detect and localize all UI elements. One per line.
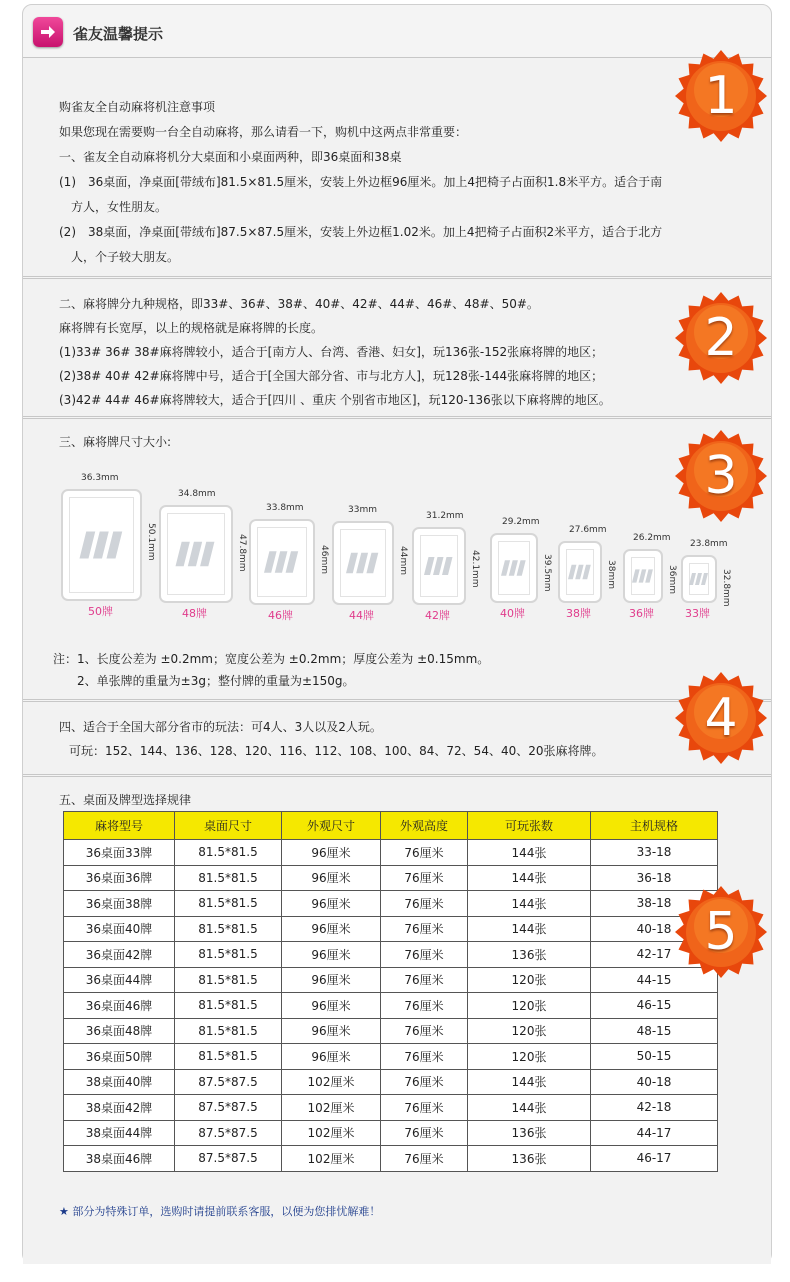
table-header-cell: 可玩张数 xyxy=(468,812,591,840)
tile-logo-icon xyxy=(689,569,709,589)
tile-height-label: 50.1mm xyxy=(146,523,156,561)
table-cell: 36桌面33牌 xyxy=(64,840,175,866)
badge-2 xyxy=(674,291,768,385)
tile-size-label: 36牌 xyxy=(629,607,654,620)
mahjong-tile xyxy=(412,527,466,605)
section1-line: (1) 36桌面，净桌面[带绒布]81.5×81.5厘米，安装上外边框96厘米。加上4把椅子占面积1.8米平方。适合于南 xyxy=(59,175,663,189)
table-cell: 76厘米 xyxy=(381,942,468,968)
table-cell: 81.5*81.5 xyxy=(175,1018,282,1044)
mahjong-tile xyxy=(249,519,315,605)
table-row xyxy=(64,840,718,866)
table-cell: 36桌面46牌 xyxy=(64,993,175,1019)
table-cell: 50-15 xyxy=(591,1044,718,1070)
table-cell: 96厘米 xyxy=(282,865,381,891)
table-cell: 48-15 xyxy=(591,1018,718,1044)
tile-width-label: 26.2mm xyxy=(633,533,671,543)
table-row xyxy=(64,865,718,891)
tile-width-label: 29.2mm xyxy=(502,517,540,527)
table-cell: 87.5*87.5 xyxy=(175,1120,282,1146)
badge-5 xyxy=(674,885,768,979)
tile-width-label: 31.2mm xyxy=(426,511,464,521)
badge-number: 3 xyxy=(704,446,738,506)
section1-line: 如果您现在需要购一台全自动麻将，那么请看一下，购机中这两点非常重要： xyxy=(59,125,468,139)
tile-size-label: 44牌 xyxy=(349,609,374,622)
table-cell: 42-17 xyxy=(591,942,718,968)
mahjong-tile xyxy=(681,555,717,603)
weight-note: 2、单张牌的重量为±3g；整付牌的重量为±150g。 xyxy=(77,674,355,688)
tile-size-label: 38牌 xyxy=(566,607,591,620)
table-cell: 120张 xyxy=(468,1044,591,1070)
table-row xyxy=(64,1069,718,1095)
section1-line: 方人，女性朋友。 xyxy=(59,200,168,214)
tile-logo-icon xyxy=(632,565,654,587)
section4-line: 可玩：152、144、136、128、120、116、112、108、100、84、72、54、40、20张麻将牌。 xyxy=(69,744,604,758)
star-icon: ★ xyxy=(59,1205,69,1218)
mahjong-tile xyxy=(332,521,394,605)
section1-line: 人，个子较大朋友。 xyxy=(59,250,180,264)
table-cell: 46-15 xyxy=(591,993,718,1019)
table-cell: 87.5*87.5 xyxy=(175,1146,282,1172)
table-cell: 120张 xyxy=(468,1018,591,1044)
table-row xyxy=(64,1095,718,1121)
arrow-right-icon xyxy=(33,17,63,47)
tile-size-label: 40牌 xyxy=(500,607,525,620)
spec-table xyxy=(63,811,718,1172)
table-cell: 120张 xyxy=(468,967,591,993)
table-cell: 36桌面36牌 xyxy=(64,865,175,891)
table-cell: 40-18 xyxy=(591,1069,718,1095)
tile-width-label: 23.8mm xyxy=(690,539,728,549)
table-row xyxy=(64,942,718,968)
badge-number: 1 xyxy=(704,66,738,126)
table-row xyxy=(64,1146,718,1172)
mahjong-tile xyxy=(558,541,602,603)
tile-height-label: 44mm xyxy=(398,546,408,575)
table-cell: 102厘米 xyxy=(282,1146,381,1172)
table-cell: 81.5*81.5 xyxy=(175,891,282,917)
table-cell: 36桌面38牌 xyxy=(64,891,175,917)
table-cell: 136张 xyxy=(468,942,591,968)
table-cell: 96厘米 xyxy=(282,993,381,1019)
table-cell: 36桌面40牌 xyxy=(64,916,175,942)
table-cell: 38桌面44牌 xyxy=(64,1120,175,1146)
table-cell: 136张 xyxy=(468,1120,591,1146)
badge-number: 2 xyxy=(704,308,738,368)
table-row xyxy=(64,891,718,917)
table-cell: 144张 xyxy=(468,916,591,942)
table-cell: 46-17 xyxy=(591,1146,718,1172)
table-cell: 40-18 xyxy=(591,916,718,942)
section2-line: (2)38# 40# 42#麻将牌中号，适合于[全国大部分省、市与北方人]，玩128张-144张麻将牌的地区； xyxy=(59,369,604,383)
table-cell: 76厘米 xyxy=(381,1069,468,1095)
table-cell: 81.5*81.5 xyxy=(175,916,282,942)
table-cell: 120张 xyxy=(468,993,591,1019)
table-cell: 33-18 xyxy=(591,840,718,866)
table-cell: 87.5*87.5 xyxy=(175,1095,282,1121)
table-cell: 76厘米 xyxy=(381,916,468,942)
mahjong-tile xyxy=(61,489,142,601)
badge-4 xyxy=(674,671,768,765)
table-cell: 76厘米 xyxy=(381,891,468,917)
section4-line: 四、适合于全国大部分省市的玩法：可4人、3人以及2人玩。 xyxy=(59,720,382,734)
table-cell: 81.5*81.5 xyxy=(175,865,282,891)
table-cell: 81.5*81.5 xyxy=(175,967,282,993)
table-cell: 76厘米 xyxy=(381,967,468,993)
tile-height-label: 46mm xyxy=(319,545,329,574)
table-header-row xyxy=(64,812,718,840)
section-tile-specs xyxy=(23,278,771,417)
table-cell: 44-17 xyxy=(591,1120,718,1146)
table-cell: 102厘米 xyxy=(282,1069,381,1095)
table-body xyxy=(64,840,718,1172)
section1-line: 一、雀友全自动麻将机分大桌面和小桌面两种，即36桌面和38桌 xyxy=(59,150,402,164)
table-cell: 136张 xyxy=(468,1146,591,1172)
mahjong-tile xyxy=(490,533,538,603)
table-cell: 36桌面48牌 xyxy=(64,1018,175,1044)
section3-title: 三、麻将牌尺寸大小: xyxy=(59,435,172,449)
table-cell: 76厘米 xyxy=(381,1146,468,1172)
table-cell: 38桌面40牌 xyxy=(64,1069,175,1095)
badge-3 xyxy=(674,429,768,523)
table-cell: 144张 xyxy=(468,1069,591,1095)
tile-size-label: 46牌 xyxy=(268,609,293,622)
tile-width-label: 34.8mm xyxy=(178,489,216,499)
table-cell: 76厘米 xyxy=(381,1095,468,1121)
tile-logo-icon xyxy=(501,555,527,581)
table-row xyxy=(64,1120,718,1146)
table-cell: 36桌面44牌 xyxy=(64,967,175,993)
table-header-cell: 外观高度 xyxy=(381,812,468,840)
table-row xyxy=(64,967,718,993)
tile-height-label: 36mm xyxy=(667,565,677,594)
tile-size-label: 48牌 xyxy=(182,607,207,620)
tile-height-label: 32.8mm xyxy=(721,569,731,607)
table-cell: 81.5*81.5 xyxy=(175,993,282,1019)
mahjong-tile xyxy=(159,505,233,603)
section1-line: (2) 38桌面，净桌面[带绒布]87.5×87.5厘米，安装上外边框1.02米。加上4把椅子占面积2米平方，适合于北方 xyxy=(59,225,663,239)
table-cell: 38桌面42牌 xyxy=(64,1095,175,1121)
tile-height-label: 42.1mm xyxy=(470,550,480,588)
table-cell: 96厘米 xyxy=(282,916,381,942)
table-cell: 36桌面50牌 xyxy=(64,1044,175,1070)
section2-line: 二、麻将牌分九种规格，即33#、36#、38#、40#、42#、44#、46#、48#、50#。 xyxy=(59,297,539,311)
table-cell: 76厘米 xyxy=(381,1018,468,1044)
tile-logo-icon xyxy=(264,544,300,580)
section5-title: 五、桌面及牌型选择规律 xyxy=(59,793,192,807)
table-cell: 44-15 xyxy=(591,967,718,993)
table-cell: 76厘米 xyxy=(381,1044,468,1070)
tile-logo-icon xyxy=(424,551,454,581)
tile-logo-icon xyxy=(346,546,380,580)
table-cell: 36-18 xyxy=(591,865,718,891)
table-cell: 96厘米 xyxy=(282,942,381,968)
table-cell: 38-18 xyxy=(591,891,718,917)
section-play-modes xyxy=(23,701,771,775)
table-cell: 96厘米 xyxy=(282,967,381,993)
table-row xyxy=(64,916,718,942)
table-cell: 81.5*81.5 xyxy=(175,1044,282,1070)
table-header-cell: 麻将型号 xyxy=(64,812,175,840)
tile-size-label: 33牌 xyxy=(685,607,710,620)
tile-width-label: 33mm xyxy=(348,505,377,515)
badge-number: 5 xyxy=(704,902,738,962)
table-cell: 102厘米 xyxy=(282,1095,381,1121)
section2-line: (1)33# 36# 38#麻将牌较小，适合于[南方人、台湾、香港、妇女]，玩136张-152张麻将牌的地区； xyxy=(59,345,604,359)
table-cell: 76厘米 xyxy=(381,993,468,1019)
table-cell: 144张 xyxy=(468,865,591,891)
table-cell: 42-18 xyxy=(591,1095,718,1121)
section2-line: 麻将牌有长宽厚，以上的规格就是麻将牌的长度。 xyxy=(59,321,324,335)
table-cell: 96厘米 xyxy=(282,1018,381,1044)
table-cell: 102厘米 xyxy=(282,1120,381,1146)
tile-height-label: 47.8mm xyxy=(237,534,247,572)
tile-logo-icon xyxy=(176,534,217,575)
tile-width-label: 36.3mm xyxy=(81,473,119,483)
table-cell: 76厘米 xyxy=(381,840,468,866)
table-cell: 144张 xyxy=(468,1095,591,1121)
table-row xyxy=(64,993,718,1019)
table-cell: 96厘米 xyxy=(282,840,381,866)
table-cell: 38桌面46牌 xyxy=(64,1146,175,1172)
table-header-cell: 桌面尺寸 xyxy=(175,812,282,840)
tile-width-label: 33.8mm xyxy=(266,503,304,513)
panel-header xyxy=(23,5,771,57)
section-tile-dimensions xyxy=(23,418,771,700)
panel-title: 雀友温馨提示 xyxy=(73,25,164,43)
table-cell: 96厘米 xyxy=(282,891,381,917)
badge-number: 4 xyxy=(704,688,738,748)
tile-size-label: 50牌 xyxy=(88,605,113,618)
tile-logo-icon xyxy=(79,523,124,568)
mahjong-tile xyxy=(623,549,663,603)
section1-line: 购雀友全自动麻将机注意事项 xyxy=(59,100,216,114)
table-header-cell: 主机规格 xyxy=(591,812,718,840)
table-cell: 76厘米 xyxy=(381,865,468,891)
tile-height-label: 38mm xyxy=(606,560,616,589)
table-cell: 144张 xyxy=(468,891,591,917)
table-row xyxy=(64,1018,718,1044)
table-cell: 81.5*81.5 xyxy=(175,840,282,866)
table-cell: 76厘米 xyxy=(381,1120,468,1146)
section2-line: (3)42# 44# 46#麻将牌较大，适合于[四川 、重庆 个别省市地区]，玩120-136张以下麻将牌的地区。 xyxy=(59,393,611,407)
footnote xyxy=(59,1203,380,1219)
footnote-text: 部分为特殊订单，选购时请提前联系客服，以便为您排忧解难！ xyxy=(72,1205,381,1218)
tile-logo-icon xyxy=(568,560,592,584)
table-cell: 36桌面42牌 xyxy=(64,942,175,968)
tile-width-label: 27.6mm xyxy=(569,525,607,535)
tips-panel xyxy=(22,4,772,1264)
tile-height-label: 39.5mm xyxy=(542,554,552,592)
table-cell: 87.5*87.5 xyxy=(175,1069,282,1095)
table-cell: 144张 xyxy=(468,840,591,866)
table-row xyxy=(64,1044,718,1070)
tile-size-label: 42牌 xyxy=(425,609,450,622)
table-header-cell: 外观尺寸 xyxy=(282,812,381,840)
table-cell: 96厘米 xyxy=(282,1044,381,1070)
badge-1 xyxy=(674,49,768,143)
tolerance-note: 注：1、长度公差为 ±0.2mm；宽度公差为 ±0.2mm；厚度公差为 ±0.15mm。 xyxy=(53,652,490,666)
section-table-sizes xyxy=(23,57,771,277)
table-cell: 81.5*81.5 xyxy=(175,942,282,968)
